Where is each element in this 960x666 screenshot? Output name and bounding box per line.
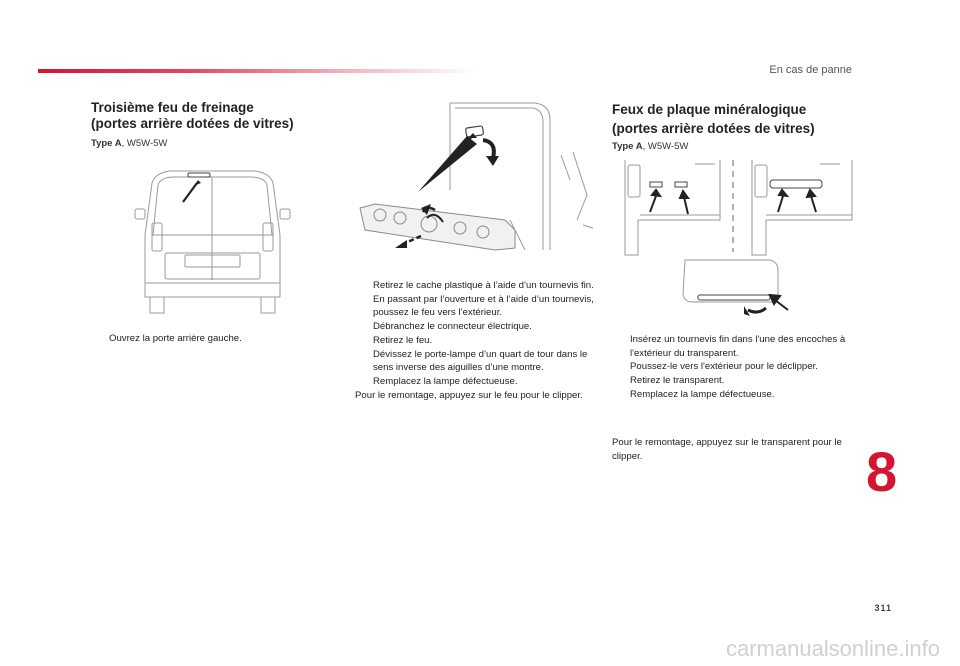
right-heading-line1: Feux de plaque minéralogique — [612, 102, 807, 117]
right-step — [612, 388, 852, 402]
middle-note: Pour le remontage, appuyez sur le feu pour le clipper. — [355, 389, 583, 401]
left-heading-line1: Troisième feu de freinage — [91, 100, 254, 115]
middle-step — [355, 279, 595, 293]
middle-step-text: Dévissez le porte-lampe d’un quart de tour dans le sens inverse des aiguilles d’une montre. — [373, 348, 588, 374]
middle-steps — [355, 279, 595, 402]
right-note: Pour le remontage, appuyez sur le transparent pour le clipper. — [612, 437, 842, 462]
left-type-label: Type A — [91, 138, 122, 149]
right-step-text: Insérez un tournevis fin dans l'une des encoches à l'extérieur du transparent. — [630, 334, 846, 359]
right-heading — [612, 100, 815, 138]
left-step-text: Ouvrez la porte arrière gauche. — [109, 333, 242, 344]
right-step-text: Remplacez la lampe défectueuse. — [630, 388, 775, 400]
middle-step — [355, 293, 595, 320]
middle-step-text: Débranchez le connecteur électrique. — [373, 321, 532, 333]
right-type-value: , W5W-5W — [642, 141, 689, 152]
left-bulb-type — [91, 138, 167, 149]
chapter-number: 8 — [866, 440, 898, 503]
middle-step — [355, 334, 595, 348]
right-bulb-type — [612, 141, 688, 152]
middle-step-text: Retirez le feu. — [373, 334, 433, 346]
section-title: En cas de panne — [769, 64, 852, 76]
middle-step-text: En passant par l’ouverture et à l’aide d’un tournevis, poussez le feu vers l’extérieur. — [373, 293, 594, 319]
middle-step-text: Retirez le cache plastique à l’aide d’un tournevis fin. — [373, 280, 594, 291]
right-step — [612, 360, 852, 374]
right-step-text: Retirez le transparent. — [630, 375, 725, 387]
right-step — [612, 374, 852, 388]
middle-step-text: Remplacez la lampe défectueuse. — [373, 375, 518, 387]
left-heading — [91, 100, 294, 132]
right-type-label: Type A — [612, 141, 643, 152]
left-heading-line2: (portes arrière dotées de vitres) — [91, 116, 294, 131]
right-step — [612, 333, 852, 360]
page-number: 311 — [874, 603, 892, 613]
brake-light-removal-illustration — [355, 100, 595, 260]
left-steps — [91, 332, 311, 346]
middle-step — [355, 375, 595, 389]
right-step-text: Poussez-le vers l'extérieur pour le déclipper. — [630, 361, 818, 373]
middle-step — [355, 320, 595, 334]
left-step — [91, 332, 311, 346]
van-rear-illustration — [130, 165, 295, 320]
watermark: carmanualsonline.info — [725, 636, 940, 661]
plate-light-illustration — [620, 160, 855, 320]
right-heading-line2: (portes arrière dotées de vitres) — [612, 121, 815, 136]
header-accent-bar — [38, 69, 478, 73]
right-steps — [612, 333, 852, 402]
middle-step — [355, 348, 595, 375]
left-type-value: , W5W-5W — [121, 138, 168, 149]
